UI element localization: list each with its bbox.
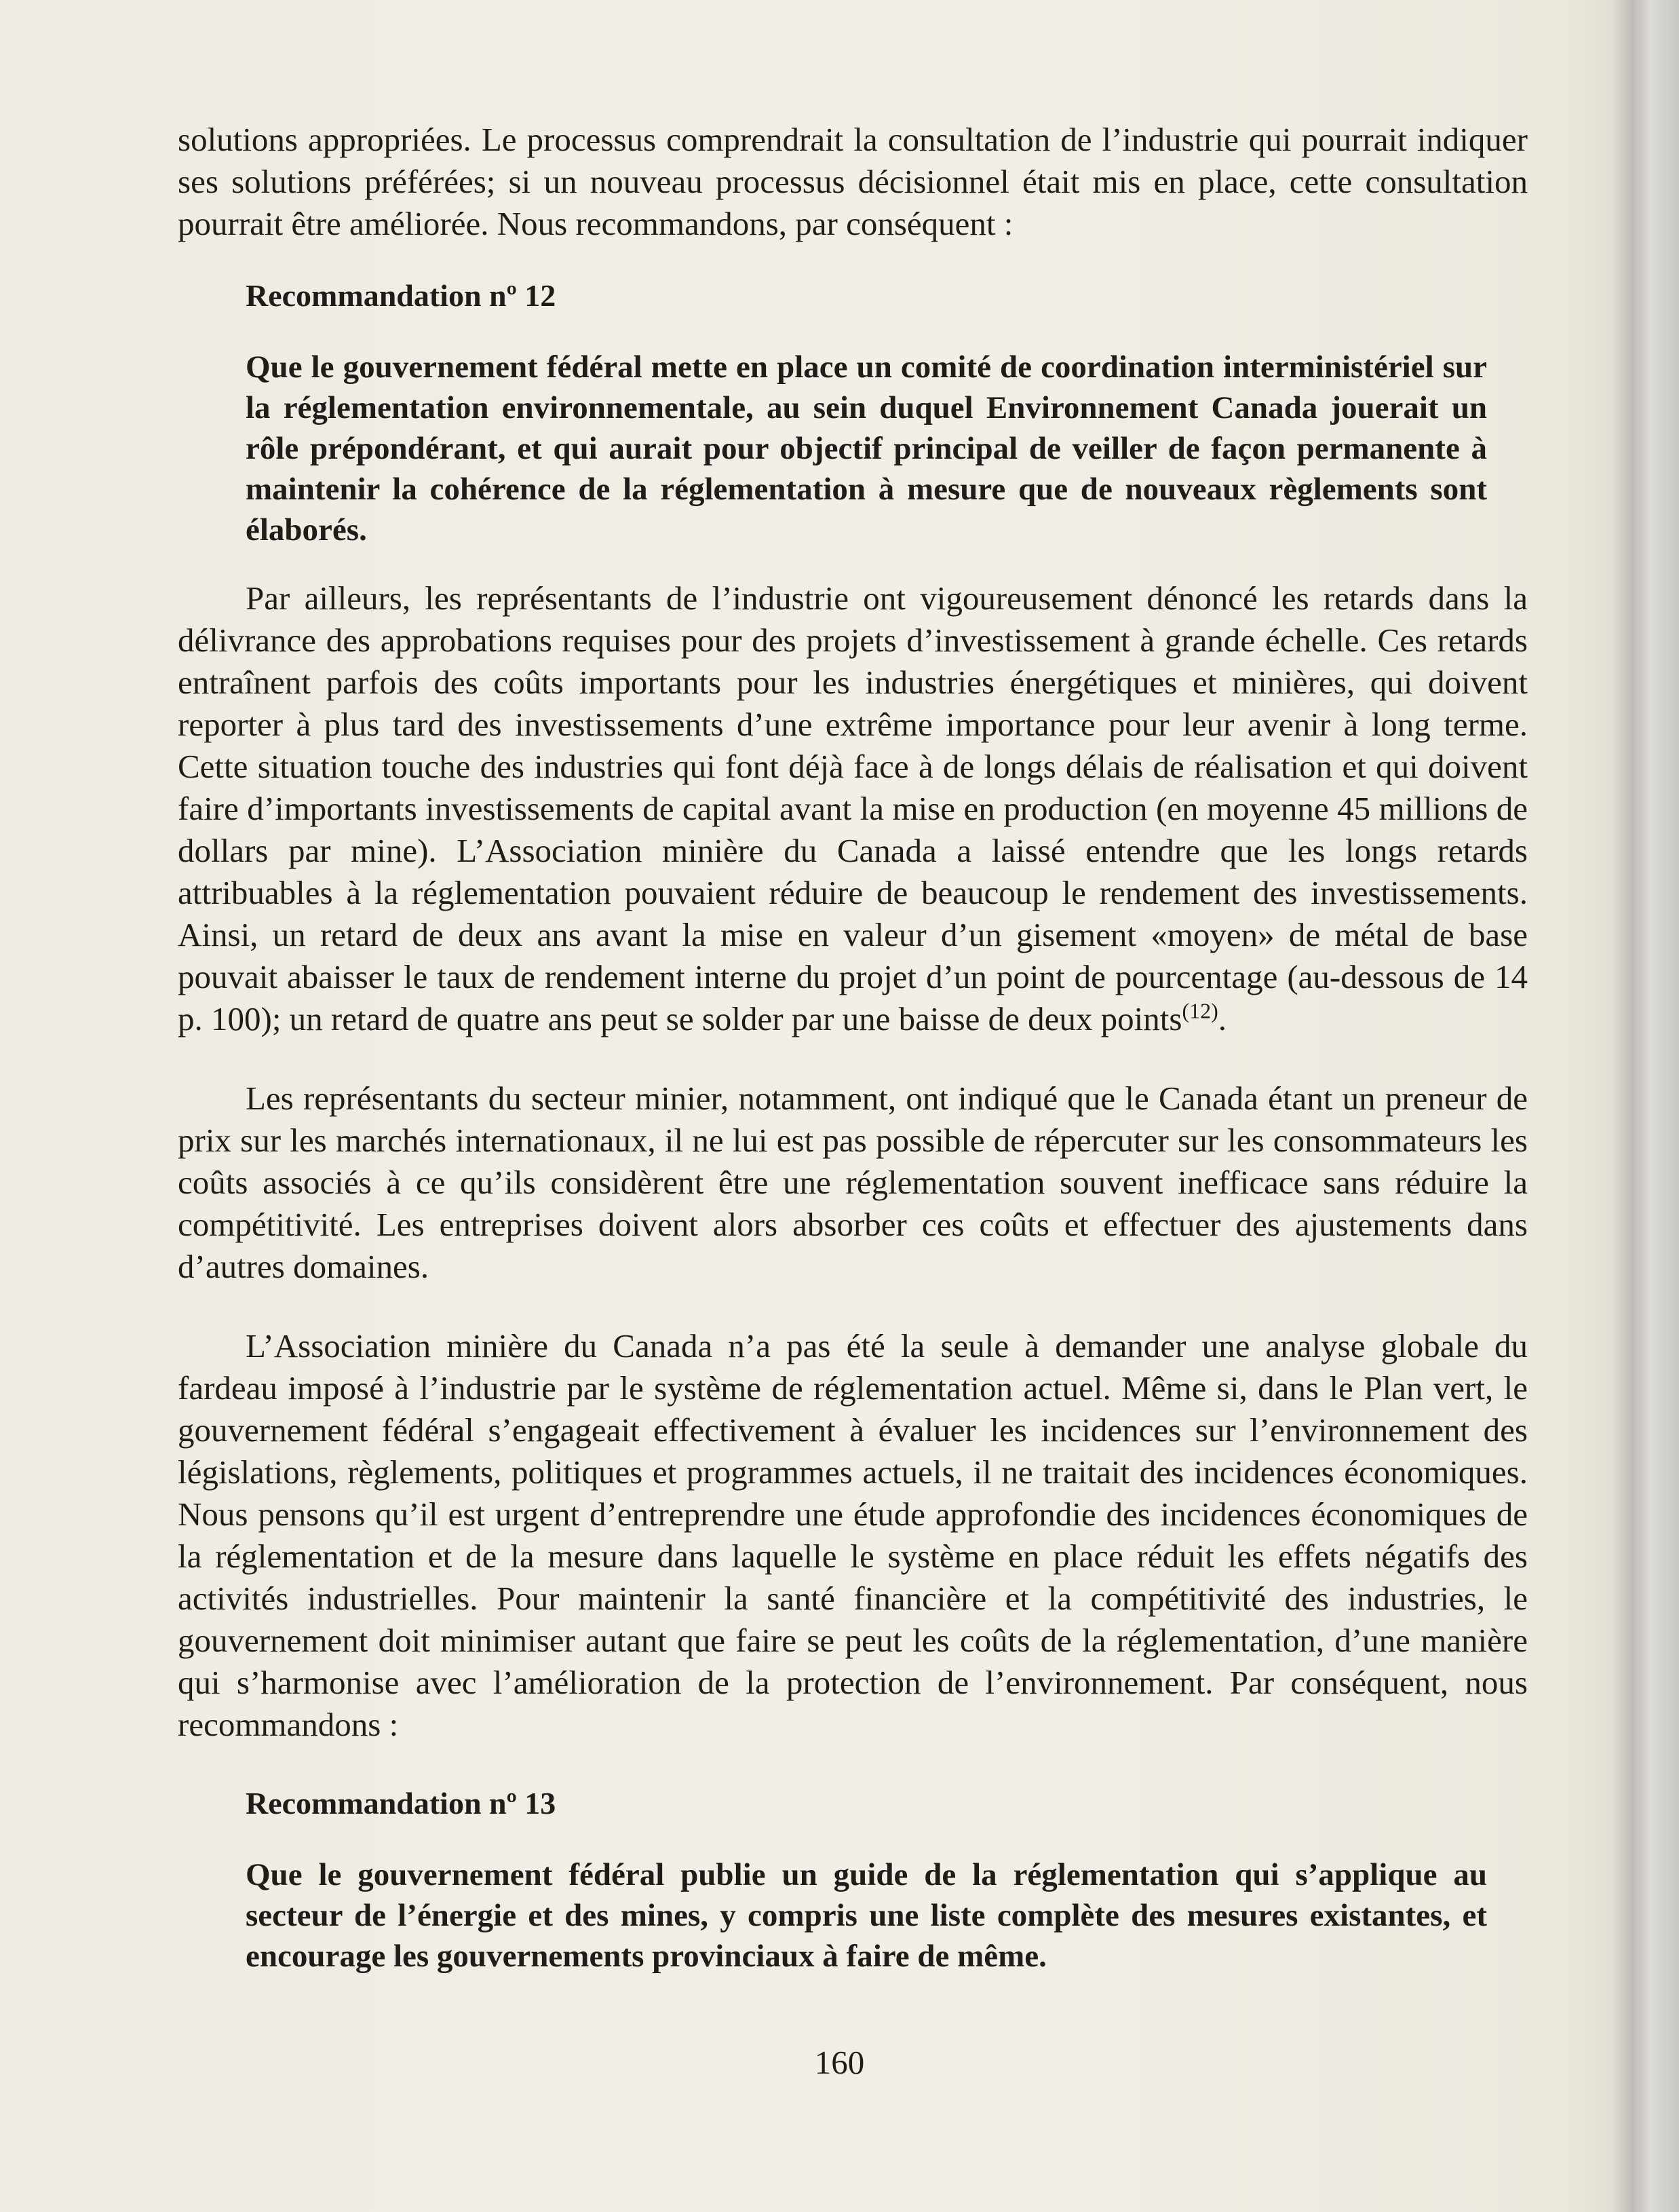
recommendation-12-text: Que le gouvernement fédéral mette en place un comité de coordination interministériel sur la réglementation environnementale, au sein duquel Environnement Canada jouerait un rôle prépondérant, et qui aurait pour objectif principal de veiller de façon permanente à maintenir la cohérence de la réglementation à mesure que de nouveaux règlements sont élaborés. [246,349,1487,548]
document-body [178,119,1528,1977]
paragraph-delays-text: Par ailleurs, les représentants de l’industrie ont vigoureusement dénoncé les retards dans la délivrance des approbations requises pour des projets d’investissement à grande échelle. Ces retards entraînent parfois des coûts importants pour les industries énergétiques et minières, qui doivent reporter à plus tard des investissements d’une extrême importance pour leur avenir à long terme. Cette situation touche des industries qui font déjà face à de longs délais de réalisation et qui doivent faire d’importants investissements de capital avant la mise en production (en moyenne 45 millions de dollars par mine). L’Association minière du Canada a laissé entendre que les longs retards attribuables à la réglementation pouvaient réduire de beaucoup le rendement des investissements. Ainsi, un retard de deux ans avant la mise en valeur d’un gisement «moyen» de métal de base pouvait abaisser le taux de rendement interne du projet d’un point de pourcentage (au-dessous de 14 p. 100); un retard de quatre ans peut se solder par une baisse de deux points [178,579,1528,1037]
paragraph-delays-end: . [1218,1000,1227,1037]
paragraph-mining-sector: Les représentants du secteur minier, notamment, ont indiqué que le Canada étant un preneur de prix sur les marchés internationaux, il ne lui est pas possible de répercuter sur les consommateurs les coûts associés à ce qu’ils considèrent être une réglementation souvent inefficace sans réduire la compétitivité. Les entreprises doivent alors absorber ces coûts et effectuer des ajustements dans d’autres domaines. [178,1080,1528,1285]
paragraph-global-analysis: L’Association minière du Canada n’a pas été la seule à demander une analyse globale du fardeau imposé à l’industrie par le système de réglementation actuel. Même si, dans le Plan vert, le gouvernement fédéral s’engageait effectivement à évaluer les incidences sur l’environnement des législations, règlements, politiques et programmes actuels, il ne traitait des incidences économiques. Nous pensons qu’il est urgent d’entreprendre une étude approfondie des incidences économiques de la réglementation et de la mesure dans laquelle le système en place réduit les effets négatifs des activités industrielles. Pour maintenir la santé financière et la compétitivité des industries, le gouvernement doit minimiser autant que faire se peut les coûts de la réglementation, d’une manière qui s’harmonise avec l’amélioration de la protection de l’environnement. Par conséquent, nous recommandons : [178,1327,1528,1743]
recommendation-13-text: Que le gouvernement fédéral publie un guide de la réglementation qui s’applique au secteur de l’énergie et des mines, y compris une liste complète des mesures existantes, et encourage les gouvernements provinciaux à faire de même. [246,1857,1487,1974]
paragraph-delays [178,577,1528,1040]
page-number: 160 [814,2044,865,2081]
paragraph-intro: solutions appropriées. Le processus comprendrait la consultation de l’industrie qui pourrait indiquer ses solutions préférées; si un nouveau processus décisionnel était mis en place, cette consultation pourrait être améliorée. Nous recommandons, par conséquent : [178,121,1528,242]
book-spine-shadow [1632,0,1679,2212]
recommendation-13-title: Recommandation nº 13 [246,1786,556,1820]
footnote-ref-12: (12) [1182,998,1218,1023]
recommendation-12-title: Recommandation nº 12 [246,278,556,313]
